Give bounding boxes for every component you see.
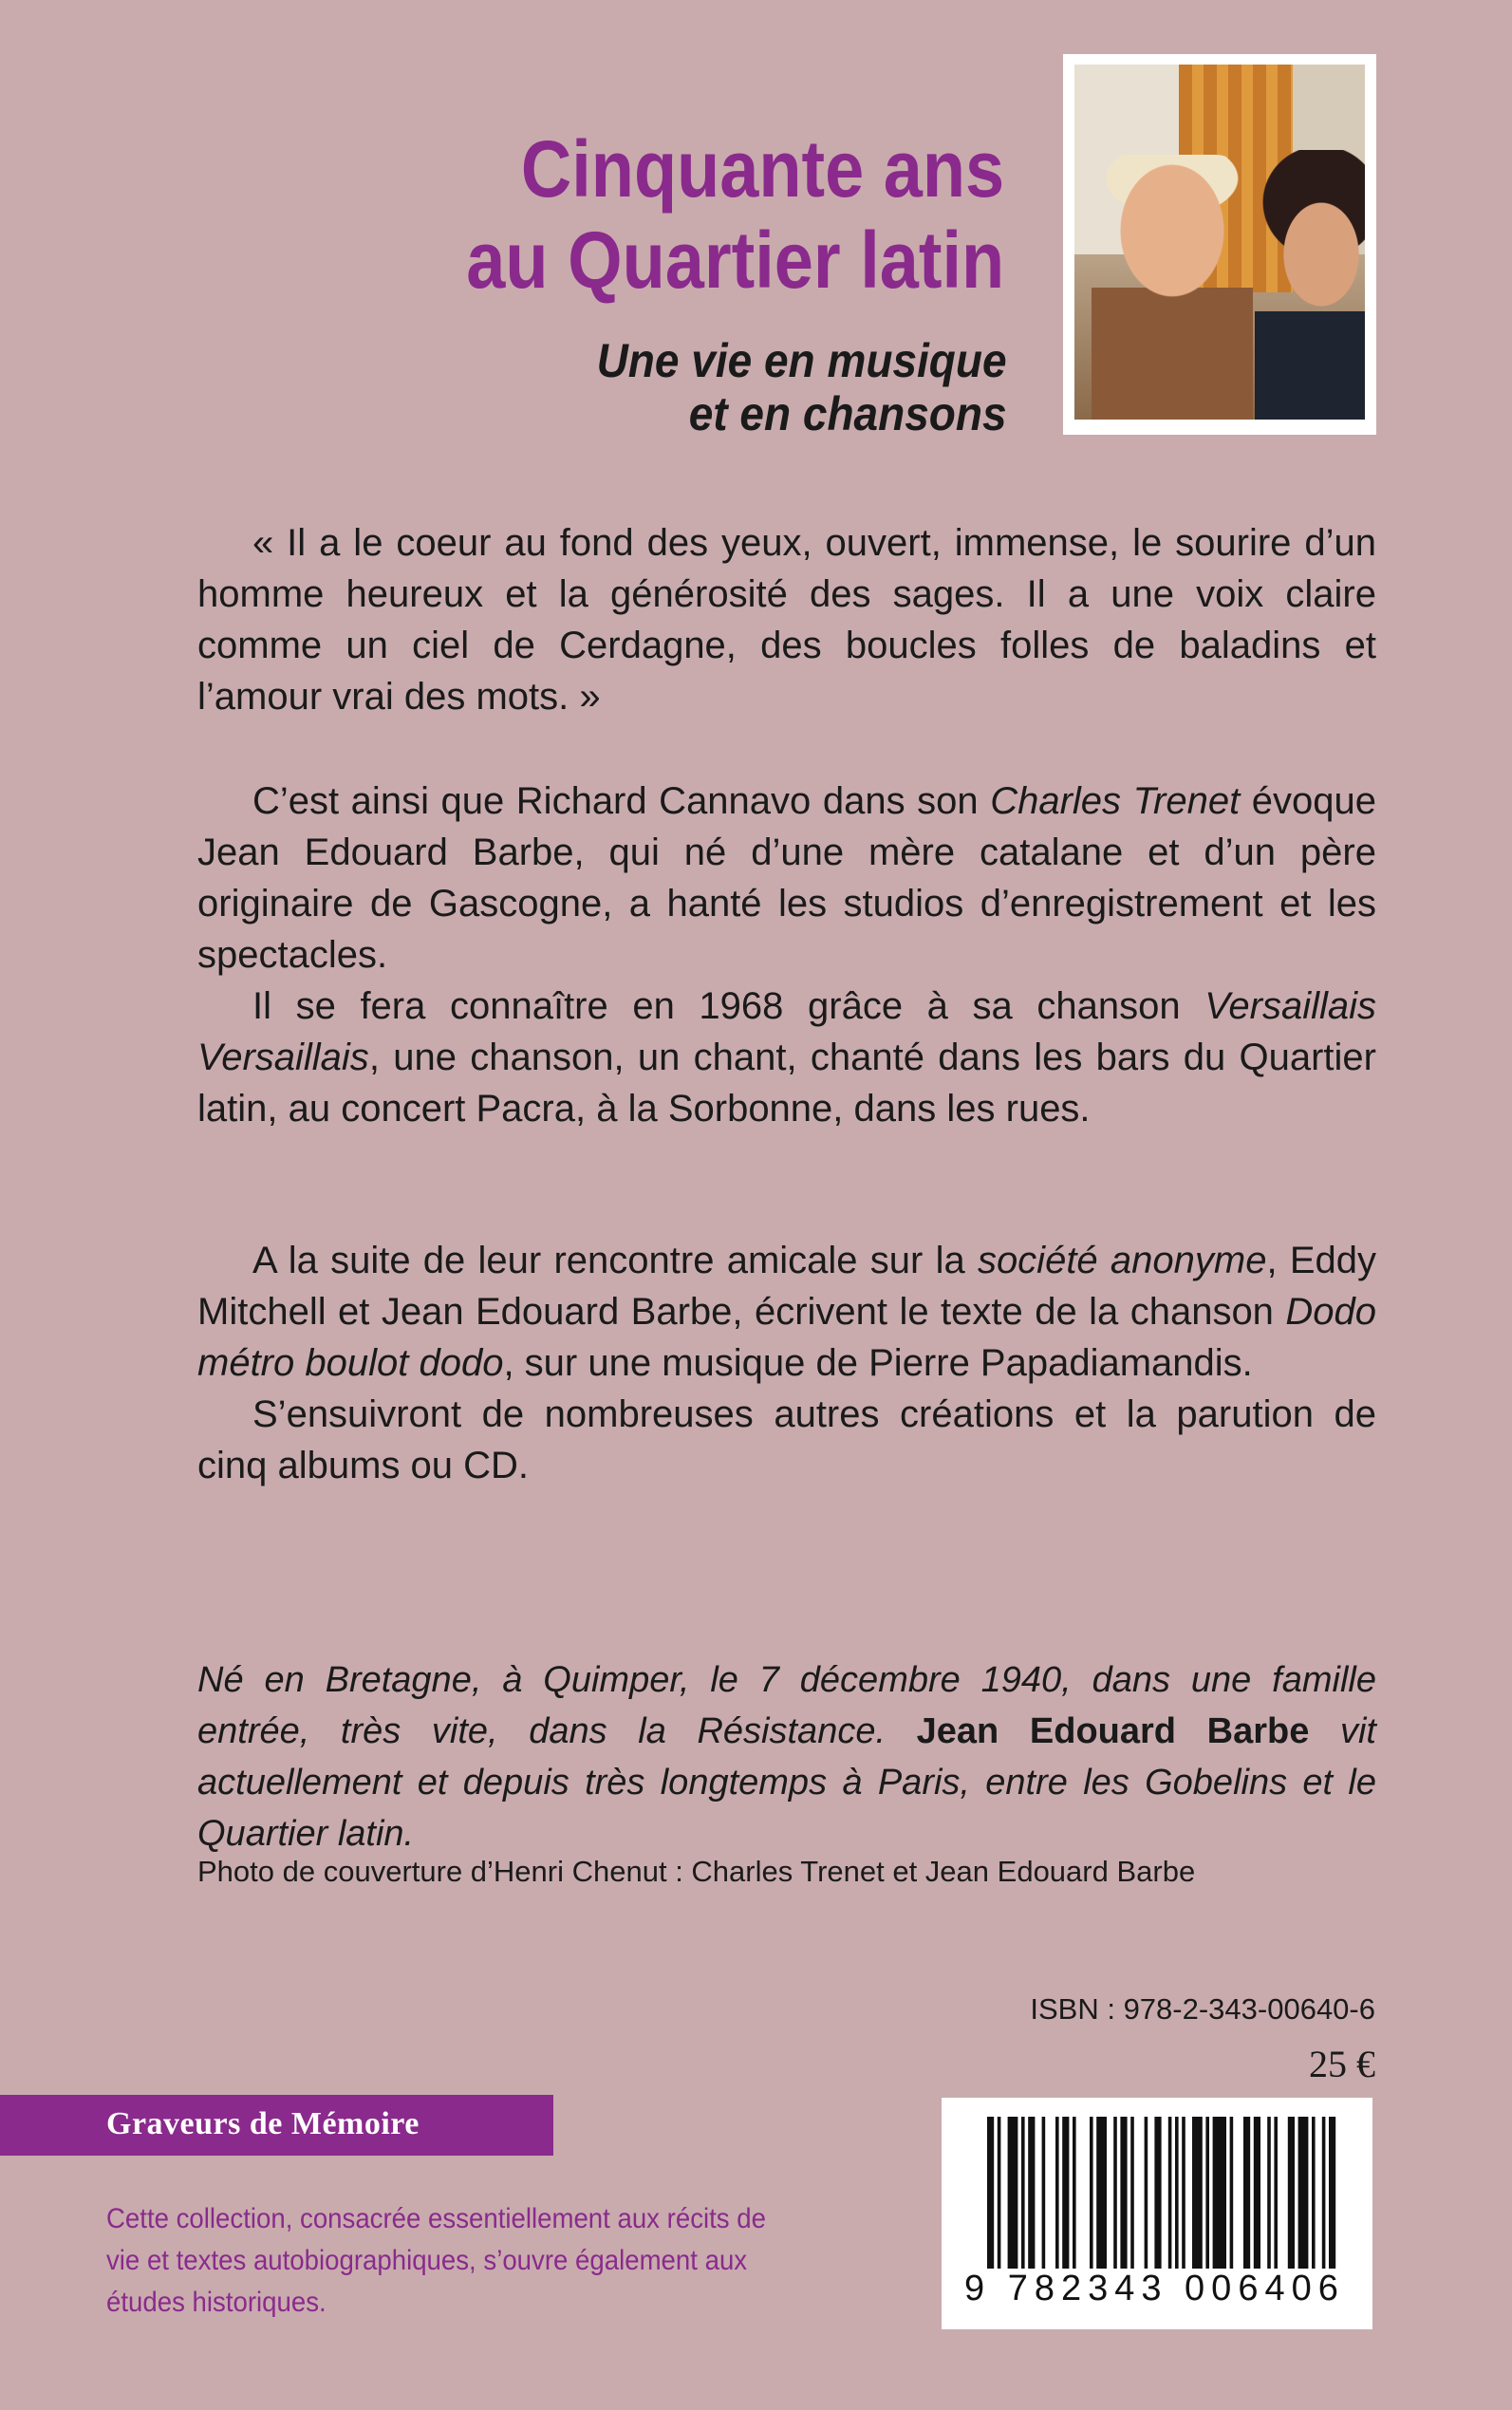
barcode-bar [1175,2117,1179,2269]
barcode-bar [1288,2117,1295,2269]
isbn: ISBN : 978-2-343-00640-6 [1030,1992,1375,2026]
author-bio: Né en Bretagne, à Quimper, le 7 décembre 1940, dans une famille entrée, très vite, dans la Résistance. Jean Edouard Barbe vit actuellement et depuis très longtemps à Paris, entre les Gobelins et le Quartier latin. [197,1660,1376,1854]
photo-credit: Photo de couverture d’Henri Chenut : Charles Trenet et Jean Edouard Barbe [197,1855,1196,1888]
barcode-bar [1168,2117,1172,2269]
barcode [942,2098,1372,2329]
price: 25 € [1309,2043,1375,2085]
paragraph-5: S’ensuivront de nombreuses autres créations et la parution de cinq albums ou CD. [197,1393,1376,1486]
description-block-1 [197,775,1376,1134]
barcode-bar [1205,2117,1209,2269]
title-line-2: au Quartier latin [466,215,1004,305]
barcode-bar [987,2117,994,2269]
photo-person-left [1092,155,1253,420]
paragraph-3: Il se fera connaître en 1968 grâce à sa chanson Versaillais Versaillais, une chanson, un chant, chanté dans les bars du Quartier latin, au concert Pacra, à la Sorbonne, dans les rues. [197,985,1376,1130]
barcode-bar [1008,2117,1018,2269]
barcode-bar [1267,2117,1271,2269]
barcode-bar [1090,2117,1093,2269]
barcode-bar [1145,2117,1148,2269]
collection-description: Cette collection, consacrée essentiellement aux récits de vie et textes autobiographiques, s’ouvre également aux études historiques. [106,2203,766,2318]
barcode-bar [1312,2117,1316,2269]
title-line-1: Cinquante ans [520,124,1004,214]
barcode-bar [1154,2117,1161,2269]
barcode-bar [1322,2117,1326,2269]
barcode-bar [1192,2117,1203,2269]
book-subtitle [597,334,1007,440]
collection-band [0,2095,553,2156]
author-name: Jean Edouard Barbe [916,1711,1310,1751]
book-title [466,123,1004,306]
barcode-bar [1028,2117,1035,2269]
barcode-bar [1213,2117,1226,2269]
quote-paragraph [197,517,1376,722]
paragraph-4: A la suite de leur rencontre amicale sur la société anonyme, Eddy Mitchell et Jean Edouard Barbe, écrivent le texte de la chanson Dodo métro boulot dodo, sur une musique de Pierre Papadiamandis. [197,1240,1376,1384]
barcode-bar [1113,2117,1117,2269]
barcode-digits: 9 782343 006406 [964,2269,1345,2308]
barcode-bar [1073,2117,1076,2269]
barcode-bar [1274,2117,1278,2269]
barcode-bar [1055,2117,1059,2269]
barcode-bar [1243,2117,1250,2269]
quote-text: « Il a le coeur au fond des yeux, ouvert, immense, le sourire d’un homme heureux et la générosité des sages. Il a une voix claire comme un ciel de Cerdagne, des boucles folles de baladins et l’amour vrai des mots. » [197,522,1376,718]
barcode-bar [1021,2117,1025,2269]
barcode-bar [1120,2117,1127,2269]
paragraph-2: C’est ainsi que Richard Cannavo dans son Charles Trenet évoque Jean Edouard Barbe, qui né d’une mère catalane et d’un père originaire de Gascogne, a hanté les studios d’enregistrement et les spectacles. [197,780,1377,976]
cover-photo-frame [1063,54,1376,435]
barcode-bar [1230,2117,1234,2269]
cover-photo [1074,65,1365,420]
collection-name: Graveurs de Mémoire [106,2106,420,2141]
barcode-bar [1062,2117,1069,2269]
barcode-bar [1329,2117,1335,2269]
barcode-bar [998,2117,1001,2269]
barcode-bar [1042,2117,1046,2269]
barcode-bar [1254,2117,1260,2269]
subtitle-line-2: et en chansons [689,387,1007,440]
photo-person-right [1255,150,1365,420]
barcode-bar [1298,2117,1309,2269]
barcode-bar [1096,2117,1107,2269]
barcode-bar [1130,2117,1134,2269]
barcode-bar [1182,2117,1185,2269]
subtitle-line-1: Une vie en musique [596,334,1007,387]
description-block-2 [197,1235,1376,1491]
